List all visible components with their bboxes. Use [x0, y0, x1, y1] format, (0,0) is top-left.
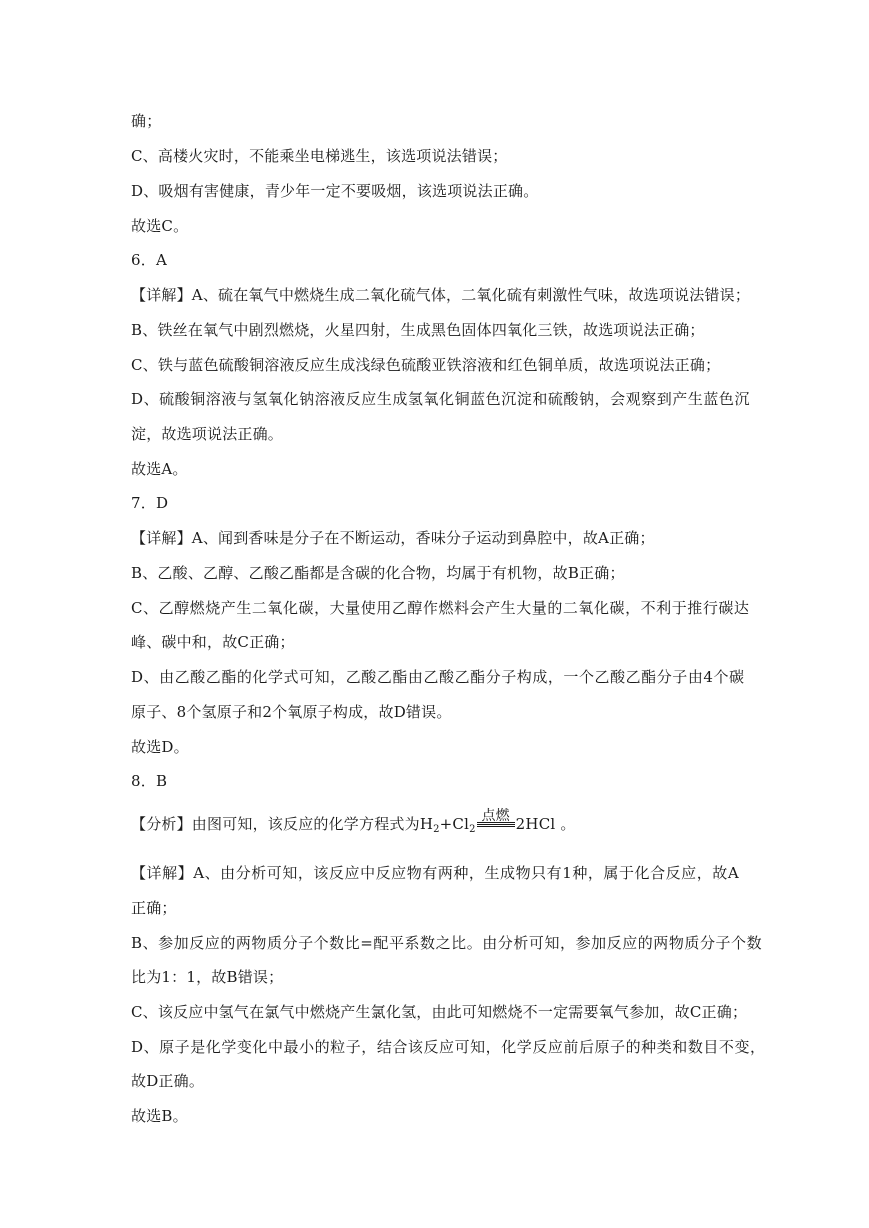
answer-number: 8．B [131, 772, 168, 790]
text-line: D、吸烟有害健康，青少年一定不要吸烟，该选项说法正确。 [131, 182, 539, 200]
formula-h: H [419, 815, 434, 833]
text-line: D、硫酸铜溶液与氢氧化钠溶液反应生成氢氧化铜蓝色沉淀和硫酸钠，会观察到产生蓝色沉 [131, 390, 751, 408]
formula-product: 2HCl [515, 815, 556, 833]
formula-h-subscript: 2 [433, 824, 440, 835]
text-line: 故选C。 [131, 217, 189, 235]
text-line: 故D正确。 [131, 1072, 205, 1090]
text-line: D、由乙酸乙酯的化学式可知，乙酸乙酯由乙酸乙酯分子构成，一个乙酸乙酯分子由4个碳 [131, 668, 745, 686]
equals-sign [477, 822, 515, 827]
reaction-condition [477, 808, 515, 829]
answer-number: 7．D [131, 494, 169, 512]
text-line: C、铁与蓝色硫酸铜溶液反应生成浅绿色硫酸亚铁溶液和红色铜单质，故选项说法正确； [131, 356, 721, 374]
analysis-line [131, 808, 771, 835]
text-line: 故选A。 [131, 460, 188, 478]
text-line: C、乙醇燃烧产生二氧化碳，大量使用乙醇作燃料会产生大量的二氧化碳，不利于推行碳达 [131, 599, 750, 617]
text-line: 【详解】A、由分析可知，该反应中反应物有两种，生成物只有1种，属于化合反应，故A [131, 864, 740, 882]
text-line: C、该反应中氢气在氯气中燃烧产生氯化氢，由此可知燃烧不一定需要氧气参加，故C正确； [131, 1003, 748, 1021]
reaction-condition-label: 点燃 [481, 808, 510, 824]
text-line: 故选B。 [131, 1107, 188, 1125]
answer-number: 6．A [131, 251, 167, 269]
analysis-prefix: 【分析】由图可知，该反应的化学方程式为 [131, 815, 420, 833]
text-line: 故选D。 [131, 738, 189, 756]
formula-plus-cl: +Cl [439, 815, 470, 833]
analysis-suffix: 。 [555, 815, 576, 833]
text-line: B、乙酸、乙醇、乙酸乙酯都是含碳的化合物，均属于有机物，故B正确； [131, 564, 625, 582]
text-line: 淀，故选项说法正确。 [131, 425, 284, 443]
text-line: 【详解】A、硫在氧气中燃烧生成二氧化硫气体，二氧化硫有刺激性气味，故选项说法错误； [131, 286, 751, 304]
text-line: 确； [131, 112, 162, 130]
text-line: 原子、8个氢原子和2个氧原子构成，故D错误。 [131, 703, 452, 721]
text-line: D、原子是化学变化中最小的粒子，结合该反应可知，化学反应前后原子的种类和数目不变， [131, 1038, 766, 1056]
text-line: 【详解】A、闻到香味是分子在不断运动，香味分子运动到鼻腔中，故A正确； [131, 529, 655, 547]
text-line: 比为1：1，故B错误； [131, 968, 284, 986]
chemical-equation [419, 808, 556, 835]
text-line: 正确； [131, 899, 177, 917]
text-line: 峰、碳中和，故C正确； [131, 633, 295, 651]
formula-cl-subscript: 2 [469, 824, 476, 835]
text-line: C、高楼火灾时，不能乘坐电梯逃生，该选项说法错误； [131, 147, 508, 165]
text-line: B、铁丝在氧气中剧烈燃烧，火星四射，生成黑色固体四氧化三铁，故选项说法正确； [131, 321, 705, 339]
text-line: B、参加反应的两物质分子个数比=配平系数之比。由分析可知，参加反应的两物质分子个数 [131, 934, 763, 952]
